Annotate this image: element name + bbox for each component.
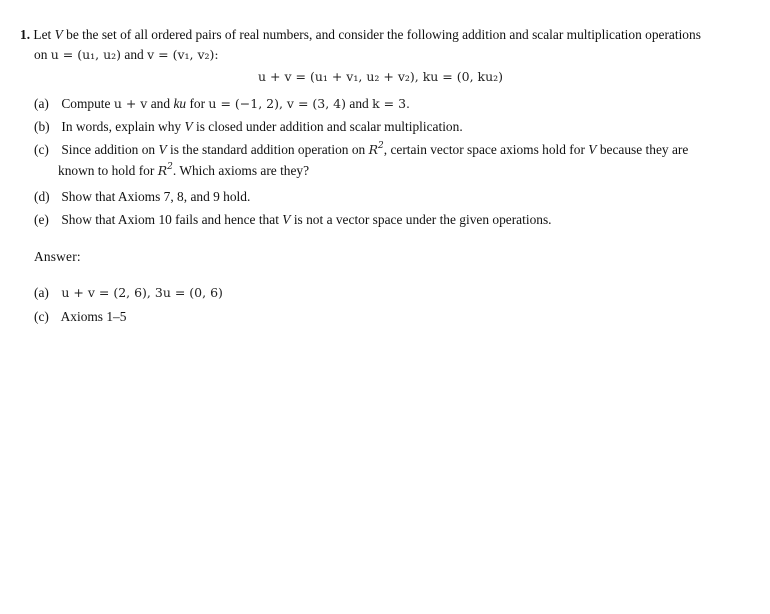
part-e-label: (e) — [34, 212, 49, 227]
part-c — [34, 142, 688, 158]
u-definition: u = (u₁, u₂) — [50, 47, 122, 62]
intro-text-b: be the set of all ordered pairs of real numbers, and consider the following addition and scalar multiplication operations — [66, 27, 701, 42]
part-a-math-4: k = 3. — [372, 96, 410, 111]
part-c-label: (c) — [34, 142, 49, 157]
part-a-text-1: Compute — [61, 96, 111, 111]
part-e-set-name: V — [282, 212, 291, 227]
part-c-r-exponent: 2 — [378, 141, 384, 151]
part-a-text-2: and — [150, 96, 171, 111]
part-c-text-1: Since addition on — [61, 142, 156, 157]
problem-intro-line — [20, 27, 701, 43]
intro-text-a: Let — [33, 27, 52, 42]
part-c-r: R — [368, 142, 379, 157]
answer-a-math: u + v = (2, 6), 3u = (0, 6) — [61, 285, 223, 300]
part-a-math-1: u + v — [113, 96, 148, 111]
answer-a-label: (a) — [34, 285, 49, 300]
part-b-label: (b) — [34, 119, 50, 134]
v-definition: v = (v₁, v₂): — [147, 47, 219, 62]
part-b-set-name: V — [184, 119, 193, 134]
set-name: V — [54, 27, 63, 42]
part-a-text-3: for — [189, 96, 206, 111]
part-c-r-2: R — [157, 163, 168, 178]
part-e-text-1: Show that Axiom 10 fails and hence that — [61, 212, 279, 227]
part-e — [34, 212, 552, 228]
answer-c — [34, 309, 126, 325]
part-d — [34, 189, 250, 205]
part-b — [34, 119, 463, 135]
on-text: on — [34, 47, 48, 62]
part-e-text-2: is not a vector space under the given operations. — [293, 212, 552, 227]
part-b-text-2: is closed under addition and scalar multiplication. — [196, 119, 463, 134]
part-d-text: Show that Axioms 7, 8, and 9 hold. — [61, 189, 251, 204]
part-c-r-symbol-2 — [158, 163, 173, 178]
problem-def-line — [34, 47, 219, 63]
part-c-r-symbol — [369, 142, 384, 157]
part-a-math-3: u = (−1, 2), v = (3, 4) — [208, 96, 347, 111]
part-c-set-name-2: V — [588, 142, 597, 157]
part-c-text-2: is the standard addition operation on — [170, 142, 366, 157]
and-text: and — [124, 47, 144, 62]
part-d-label: (d) — [34, 189, 50, 204]
part-c-text-3: , certain vector space axioms hold for — [383, 142, 585, 157]
part-c-r-exponent-2: 2 — [167, 162, 173, 172]
part-c-text-6: . Which axioms are they? — [172, 163, 310, 178]
part-c-set-name-1: V — [158, 142, 167, 157]
answer-c-label: (c) — [34, 309, 49, 324]
part-a-math-2: ku — [173, 96, 187, 111]
part-a-text-4: and — [349, 96, 369, 111]
part-c-text-5: known to hold for — [58, 163, 155, 178]
part-a-label: (a) — [34, 96, 49, 111]
part-b-text-1: In words, explain why — [61, 119, 182, 134]
problem-number: 1. — [20, 27, 31, 42]
answer-heading: Answer: — [34, 249, 81, 264]
part-c-continued — [58, 163, 309, 179]
answer-c-text: Axioms 1–5 — [60, 309, 127, 324]
answer-a — [34, 285, 223, 301]
part-a — [34, 96, 410, 112]
operations-equation: u + v = (u₁ + v₁, u₂ + v₂), ku = (0, ku₂) — [258, 69, 504, 84]
part-c-text-4: because they are — [599, 142, 689, 157]
